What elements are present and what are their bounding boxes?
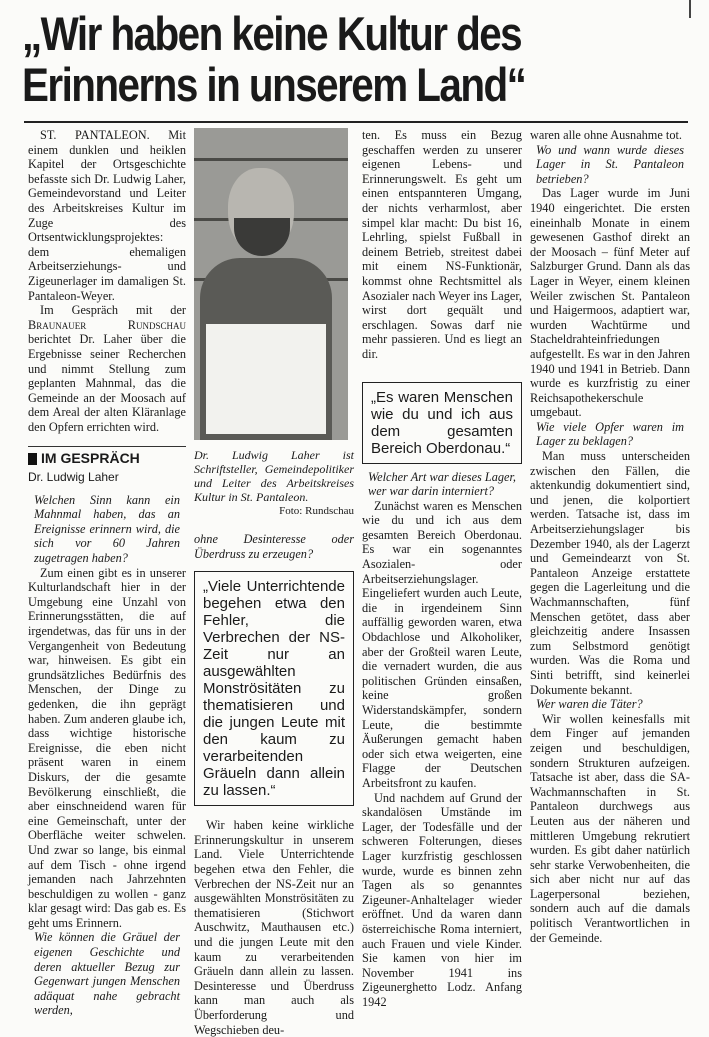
answer-paragraph: Und nachdem auf Grund der skandalösen Umstände im Lager, der Todesfälle und der schweren Folterungen, dieses Lager kurzfristig geschlossen wurde, wurde es binnen zehn Tagen als so genanntes Zigeuner-Anhaltelager wieder eröffnet. Und da waren dann österreichische Roma interniert, auch Frauen und viele Kinder. Sie kamen von hier im November 1941 ins Zigeunerghetto Lodz. Anfang 1942 bbox=[362, 790, 522, 1009]
caption-text: Dr. Ludwig Laher ist Schriftsteller, Gemeindepolitiker und Leiter des Arbeitskreises Kultur in St. Pantaleon. bbox=[194, 448, 354, 504]
square-bullet-icon bbox=[28, 453, 37, 465]
question: ohne Desinteresse oder Überdruss zu erzeugen? bbox=[194, 532, 354, 561]
headline-rule bbox=[24, 121, 688, 123]
photo-caption bbox=[194, 448, 354, 518]
pull-quote: „Es waren Menschen wie du und ich aus dem gesamten Bereich Oberdonau.“ bbox=[362, 382, 522, 464]
intro-paragraph: ST. PANTALEON. Mit einem dunklen und heiklen Kapitel der Ortsgeschichte befasste sich Dr. Ludwig Laher, Gemeindevorstand und Leiter des Arbeitskreises Kultur im Zuge des Ortsentwicklungsprojektes: dem ehemaligen Arbeitserziehungs- und Zigeunerlager im damaligen St. Pantaleon-Weyer. bbox=[28, 128, 186, 303]
answer-paragraph: Wir wollen keinesfalls mit dem Finger auf jemanden zeigen und beschuldigen, sondern Strukturen aufzeigen. Tatsache ist aber, dass die SA-Wachmannschaften in St. Pantaleon durchwegs aus Leuten aus der näheren und mittleren Umgebung rekrutiert wurden. Es gibt daher natürlich sehr starke Verwobenheiten, die sich aber nicht nur auf das Lagerpersonal beziehen, sondern auch auf die damals politisch Verantwortlichen in der Gemeinde. bbox=[530, 711, 690, 945]
text-run: berichtet Dr. Laher über die Ergebnisse seiner Recherchen und nimmt Stellung zum geplanten Mahnmal, das die Gemeinde an der Moosach auf dem Areal der alten Kläranlage den Opfern errichten wird. bbox=[28, 332, 186, 434]
intro-paragraph-2 bbox=[28, 303, 186, 434]
person-beard bbox=[234, 218, 290, 256]
answer-paragraph: waren alle ohne Ausnahme tot. bbox=[530, 128, 682, 142]
headline-line-2: Erinnerns in unserem Land“ bbox=[22, 58, 526, 111]
section-heading bbox=[28, 446, 186, 466]
answer-paragraph: Das Lager wurde im Juni 1940 eingerichtet. Die ersten eineinhalb Monate in einem gewesenen Gasthof direkt an der Moosach – fünf Meter auf Salzburger Grund. Dann als das Lager in Weyer, einem kleinen Weiler zwischen St. Pantaleon und Haigermoos, adaptiert war, wurden Wachtürme und Stacheldrahteinfriedungen aufgestellt. Es war in den Jahren 1940 und 1941 in Betrieb. Dann wurde es kurzfristig zu einer Reichsapothekerschule umgebaut. bbox=[530, 186, 690, 420]
answer-paragraph: Wir haben keine wirkliche Erinnerungskultur in unserem Land. Viele Unterrichtende begehen etwa den Fehler, die Verbrechen der NS-Zeit nur an ausgewählten Monströsitäten zu thematisieren (Stichwort Auschwitz, Mauthausen etc.) und die jungen Leute mit den kaum zu verarbeitenden Gräueln dann allein zu lassen. Desinteresse und Überdruss kann man auch als Überforderung und Wegschieben deu- bbox=[194, 818, 354, 1037]
column-4 bbox=[530, 128, 690, 945]
question: Welchen Sinn kann ein Mahnmal haben, das an Ereignisse erinnern wird, die sich vor 60 Jahren zugetragen haben? bbox=[34, 492, 180, 566]
headline bbox=[22, 8, 598, 110]
answer-paragraph: Zunächst waren es Menschen wie du und ich aus dem gesamten Bereich Oberdonau. Es war ein sogenanntes Asozialen- oder Arbeitserziehungslager. Eingeliefert wurden auch Leute, die in irgendeinem Sinn auffällig geworden waren, etwa Obdachlose und Alkoholiker, aber der Großteil waren Leute, die vernadert wurden, die aus politischen Gründen einsaßen, keine großen Widerstandskämpfer, sondern Leute, die bestimmte Äußerungen gemacht haben oder sich etwa weigerten, eine Flagge der Deutschen Arbeitsfront zu kaufen. bbox=[362, 498, 522, 790]
portrait-photo bbox=[194, 128, 348, 440]
text-run: Im Gespräch mit der bbox=[40, 303, 186, 318]
column-1 bbox=[28, 128, 186, 1018]
headline-line-1: „Wir haben keine Kultur des bbox=[22, 7, 522, 60]
photo-credit: Foto: Rundschau bbox=[279, 505, 354, 517]
section-label: IM GESPRÄCH bbox=[41, 450, 140, 467]
answer-paragraph: ten. Es muss ein Bezug geschaffen werden zu unserer eigenen Lebens- und Erinnerungswelt. Es geht um einen entspannteren Umgang, der nichts verharmlost, aber simpel klar macht: Du bist 16, Lehrling, spielst Fußball in deinem Betrieb, streitest dabei mit einem NS-Funktionär, kommst ohne Rechtsmittel als Asozialer nach Weyer ins Lager, wirst dort gequält und erschlagen. Sowas darf nie mehr passieren. Und es liegt an dir. bbox=[362, 128, 522, 361]
column-2 bbox=[194, 128, 354, 1037]
answer-paragraph: Man muss unterscheiden zwischen den Fällen, die aktenkundig dokumentiert sind, und jenen, die kolportiert werden. Tatsache ist, dass im Arbeitserziehungslager bis Dezember 1940, als der Lagerzt und Gemeindearzt von St. Pantaleon Anzeige erstattete gegen die Lagerleitung und die Wachmannschaften, fünf Menschen getötet, dass aber gleichzeitig andere Insassen zum Selbstmord genötigt wurden. Was die Roma und Sinti betrifft, sind keinerlei Dokumente bekannt. bbox=[530, 449, 690, 697]
paper-sheet bbox=[206, 324, 326, 434]
bookshelf bbox=[194, 158, 348, 161]
question: Wer waren die Täter? bbox=[536, 697, 643, 712]
question: Wo und wann wurde dieses Lager in St. Pantaleon betrieben? bbox=[536, 142, 684, 186]
column-3 bbox=[362, 128, 522, 1009]
question: Welcher Art war dieses Lager, wer war darin interniert? bbox=[368, 469, 516, 499]
newspaper-name: Braunauer Rundschau bbox=[28, 317, 186, 332]
answer-paragraph: Zum einen gibt es in unserer Kulturlandschaft hier in der Umgebung eine Unzahl von Erinnerungsstätten, die auf irgendetwas, das für uns in der Vergangenheit von Bedeutung war, hinweisen. Es gibt ein grundsätzliches Bedürfnis des Menschen, der Dinge zu gedenken, die ihn geprägt haben. Zum anderen glaube ich, dass wichtige historische Ereignisse, die eben nicht präsent waren in einem Diskurs, der die gesamte Bevölkerung einschließt, die aber einschneidend waren für eine Gemeinschaft, unter der Oberfläche weiter schwelen. Und zwar so lange, bis einmal auf dem Tisch - ohne irgend jemanden nach Jahrzehnten beschuldigen zu wollen - ganz klar gesagt wird: Das gab es. Es geht ums Erinnern. bbox=[28, 565, 186, 930]
pull-quote: „Viele Unterrichtende begehen etwa den Fehler, die Verbrechen der NS-Zeit nur an ausgewählten Monströsitäten zu thematisieren und die jungen Leute mit den kaum zu verarbeitenden Gräueln dann allein zu lassen.“ bbox=[194, 571, 354, 806]
scan-mark bbox=[689, 0, 691, 18]
question: Wie viele Opfer waren im Lager zu beklagen? bbox=[536, 419, 684, 449]
byline: Dr. Ludwig Laher bbox=[28, 470, 119, 485]
question: Wie können die Gräuel der eigenen Geschichte und deren aktueller Bezug zur Gegenwart jungen Menschen adäquat nahe gebracht werden, bbox=[34, 930, 180, 1018]
